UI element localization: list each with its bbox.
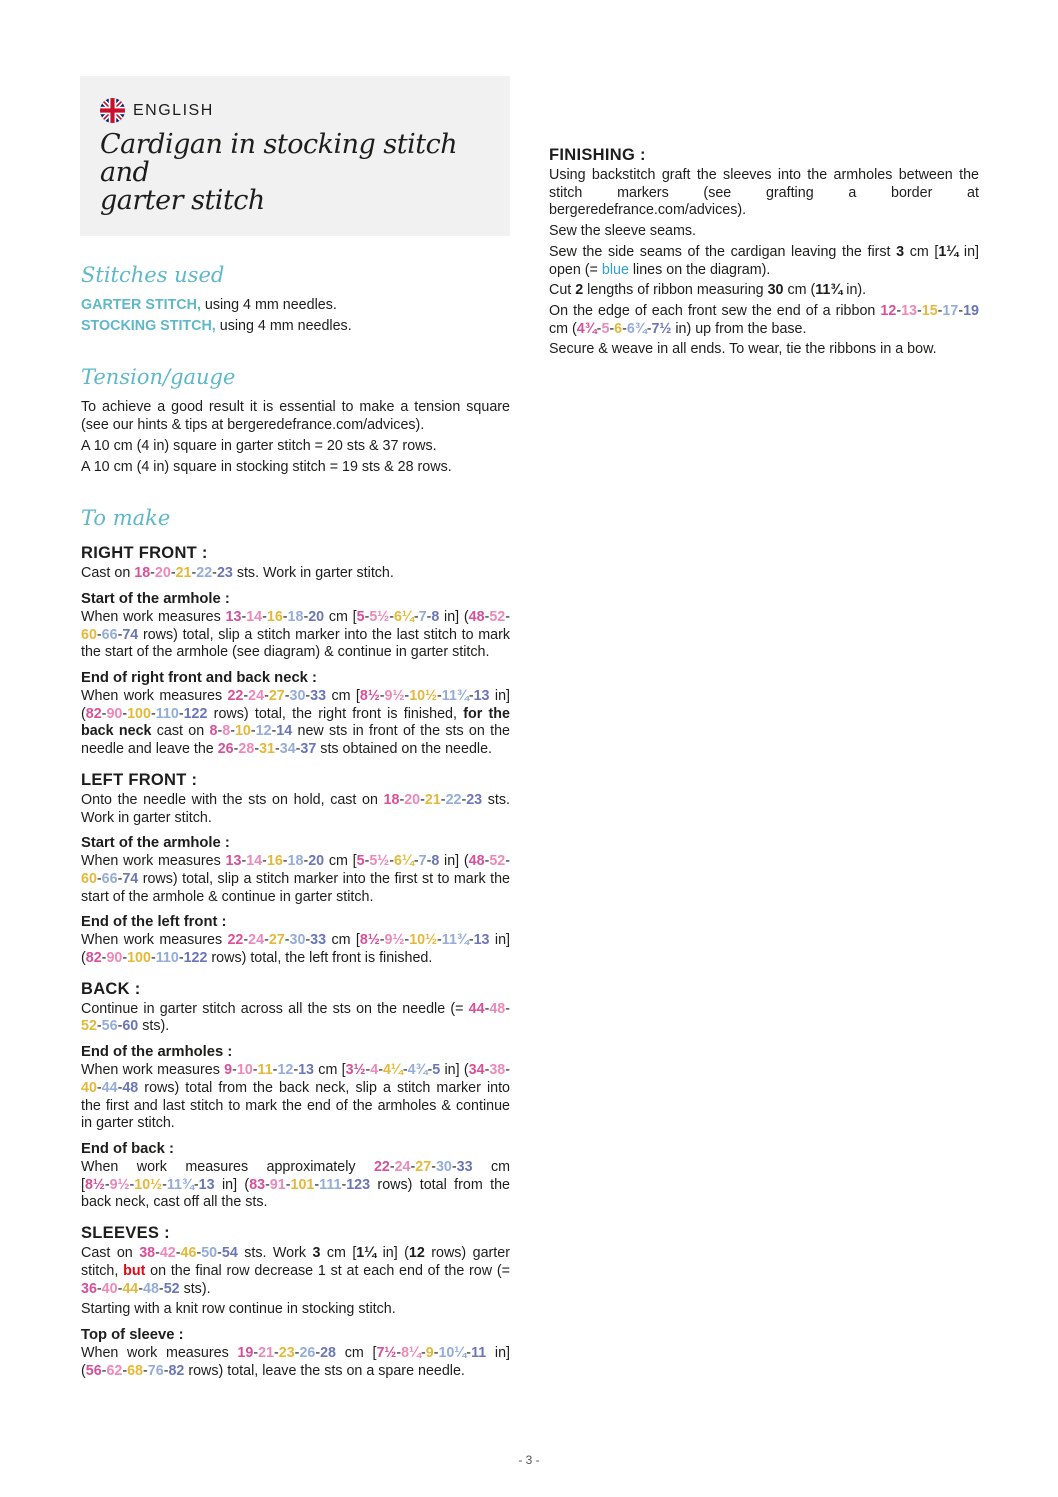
size-value: 62 bbox=[106, 1362, 123, 1379]
size-value: 122 bbox=[183, 705, 208, 722]
sleeve-top-text: When work measures 19-21-23-26-28 cm [7½-8¼-9-10¼-11 in] (56-62-68-76-82 rows) total, leave the sts on a spare needle. bbox=[81, 1344, 510, 1379]
left-front-armhole-heading: Start of the armhole : bbox=[81, 835, 230, 852]
size-value: 36 bbox=[81, 1280, 97, 1297]
size-value: 90 bbox=[106, 950, 123, 967]
tension-paragraph: To achieve a good result it is essential to make a tension square (see our hints & tips at bergeredefrance.com/advices). bbox=[81, 399, 510, 434]
size-sequence: 22-24-27-30-33 bbox=[373, 1158, 473, 1175]
size-value: 122 bbox=[183, 950, 208, 967]
size-value: 9 bbox=[224, 1062, 233, 1079]
size-value: 30 bbox=[435, 1158, 452, 1175]
finishing-ribbon-cut: Cut 2 lengths of ribbon measuring 30 cm (11¾ in). bbox=[549, 282, 867, 299]
size-value: 66 bbox=[101, 626, 118, 643]
size-value: 22 bbox=[196, 565, 213, 582]
size-sequence: 22-24-27-30-33 bbox=[227, 688, 327, 705]
size-value: 13 bbox=[298, 1062, 315, 1079]
finishing-graft: Using backstitch graft the sleeves into the armholes between the stitch markers (see grafting a border at bergeredefrance.com/advices). bbox=[549, 167, 979, 219]
size-value: 21 bbox=[424, 791, 441, 808]
back-heading: BACK : bbox=[81, 979, 141, 998]
size-sequence: 34-38-40-44-48 bbox=[81, 1062, 510, 1096]
size-value: 10 bbox=[234, 723, 251, 740]
size-value: 50 bbox=[201, 1245, 218, 1262]
size-value: 12 bbox=[277, 1062, 294, 1079]
size-value: 17 bbox=[942, 302, 959, 319]
size-value: 13 bbox=[473, 932, 490, 949]
language-text: ENGLISH bbox=[133, 101, 214, 119]
size-value: 82 bbox=[85, 705, 102, 722]
left-front-cast-on: Onto the needle with the sts on hold, cast on 18-20-21-22-23 sts. Work in garter stitch. bbox=[81, 791, 510, 826]
size-value: 90 bbox=[106, 705, 123, 722]
size-value: 8 bbox=[431, 608, 440, 625]
size-value: 6¼ bbox=[394, 608, 414, 625]
size-value: 8 bbox=[222, 723, 231, 740]
size-value: 31 bbox=[259, 741, 275, 758]
language-label bbox=[100, 98, 492, 123]
size-value: 34 bbox=[468, 1062, 485, 1079]
size-value: 19 bbox=[963, 302, 979, 319]
size-sequence: 82-90-100-110-122 bbox=[85, 705, 208, 722]
size-value: 24 bbox=[248, 932, 265, 949]
tension-garter: A 10 cm (4 in) square in garter stitch = 20 sts & 37 rows. bbox=[81, 437, 437, 454]
size-value: 40 bbox=[81, 1079, 97, 1096]
size-value: 8 bbox=[209, 723, 218, 740]
size-sequence: 8½-9½-10½-11¾-13 bbox=[359, 932, 490, 949]
right-front-end-heading: End of right front and back neck : bbox=[81, 670, 317, 687]
size-value: 20 bbox=[154, 565, 171, 582]
size-value: 123 bbox=[346, 1176, 371, 1193]
size-value: 3½ bbox=[345, 1062, 366, 1079]
size-sequence: 8-8-10-12-14 bbox=[209, 723, 293, 740]
size-value: 76 bbox=[147, 1362, 164, 1379]
size-value: 44 bbox=[468, 1000, 485, 1017]
stitches-heading: Stitches used bbox=[81, 263, 225, 287]
size-value: 5½ bbox=[369, 608, 390, 625]
size-value: 110 bbox=[155, 950, 179, 967]
size-value: 30 bbox=[289, 932, 306, 949]
back-end-text: When work measures approximately 22-24-27-30-33 cm [8½-9½-10½-11¾-13 in] (83-91-101-111-123 rows) total from the back neck, cast off all the sts. bbox=[81, 1158, 510, 1211]
size-value: 52 bbox=[489, 608, 506, 625]
size-value: 22 bbox=[227, 688, 244, 705]
size-value: 6 bbox=[614, 320, 623, 337]
right-front-heading: RIGHT FRONT : bbox=[81, 544, 208, 563]
tension-stocking: A 10 cm (4 in) square in stocking stitch = 19 sts & 28 rows. bbox=[81, 458, 452, 475]
size-sequence: 8½-9½-10½-11¾-13 bbox=[84, 1176, 215, 1193]
size-value: 48 bbox=[468, 608, 485, 625]
finishing-ribbon-sew: On the edge of each front sew the end of a ribbon 12-13-15-17-19 cm (4¾-5-6-6¾-7½ in) up from the base. bbox=[549, 302, 979, 337]
size-value: 10½ bbox=[134, 1176, 163, 1193]
right-column bbox=[549, 146, 979, 359]
size-value: 20 bbox=[308, 608, 325, 625]
size-value: 9½ bbox=[109, 1176, 130, 1193]
size-value: 56 bbox=[101, 1018, 118, 1035]
title-box bbox=[80, 76, 510, 236]
size-sequence: 13-14-16-18-20 bbox=[225, 853, 325, 870]
size-value: 20 bbox=[404, 791, 421, 808]
size-value: 100 bbox=[127, 950, 151, 967]
size-sequence: 48-52-60-66-74 bbox=[81, 608, 510, 643]
sleeve-top-heading: Top of sleeve : bbox=[81, 1326, 184, 1343]
size-value: 52 bbox=[81, 1018, 97, 1035]
size-value: 9½ bbox=[384, 688, 405, 705]
size-value: 19 bbox=[237, 1344, 254, 1361]
size-value: 48 bbox=[143, 1280, 159, 1297]
size-sequence: 36-40-44-48-52 bbox=[81, 1280, 180, 1297]
size-value: 74 bbox=[122, 626, 139, 643]
size-value: 7 bbox=[418, 853, 427, 870]
size-value: 18 bbox=[287, 608, 304, 625]
size-sequence: 38-42-46-50-54 bbox=[139, 1245, 238, 1262]
size-sequence: 19-21-23-26-28 bbox=[237, 1344, 337, 1361]
size-sequence: 4¾-5-6-6¾-7½ bbox=[576, 320, 672, 337]
size-value: 8¼ bbox=[401, 1344, 421, 1361]
size-value: 10½ bbox=[409, 932, 438, 949]
size-value: 34 bbox=[279, 741, 296, 758]
size-value: 13 bbox=[225, 608, 242, 625]
size-sequence: 56-62-68-76-82 bbox=[85, 1362, 185, 1379]
back-armholes-text: When work measures 9-10-11-12-13 cm [3½-4-4¼-4¾-5 in] (34-38-40-44-48 rows) total from the back neck, slip a stitch marker into the first and last stitch to mark the end of the armholes & continue in garter stitch. bbox=[81, 1062, 510, 1132]
size-value: 37 bbox=[300, 741, 317, 758]
size-value: 27 bbox=[268, 932, 285, 949]
size-value: 13 bbox=[473, 688, 490, 705]
title-line-1: Cardigan in stocking stitch and bbox=[100, 129, 458, 188]
size-value: 44 bbox=[101, 1079, 118, 1096]
size-sequence: 12-13-15-17-19 bbox=[880, 302, 979, 319]
size-value: 13 bbox=[225, 853, 242, 870]
size-value: 33 bbox=[456, 1158, 473, 1175]
right-front-armhole-text: When work measures 13-14-16-18-20 cm [5-5½-6¼-7-8 in] (48-52-60-66-74 rows) total, slip a stitch marker into the last stitch to mark the start of the armhole (see diagram) & continue in garter stitch. bbox=[81, 608, 510, 661]
size-value: 23 bbox=[278, 1344, 295, 1361]
size-value: 26 bbox=[299, 1344, 316, 1361]
size-value: 11¾ bbox=[441, 688, 469, 705]
size-value: 8½ bbox=[359, 932, 380, 949]
size-value: 7 bbox=[418, 608, 427, 625]
size-sequence: 5-5½-6¼-7-8 bbox=[356, 608, 440, 625]
size-value: 38 bbox=[489, 1062, 506, 1079]
size-value: 48 bbox=[122, 1079, 139, 1096]
size-value: 54 bbox=[221, 1245, 238, 1262]
size-sequence: 9-10-11-12-13 bbox=[224, 1062, 315, 1079]
size-value: 16 bbox=[266, 853, 283, 870]
left-front-end-heading: End of the left front : bbox=[81, 914, 227, 931]
size-sequence: 44-48-52-56-60 bbox=[81, 1000, 510, 1035]
size-sequence: 18-20-21-22-23 bbox=[134, 565, 233, 582]
size-value: 7½ bbox=[376, 1344, 397, 1361]
size-value: 15 bbox=[921, 302, 938, 319]
size-value: 20 bbox=[308, 853, 325, 870]
size-value: 12 bbox=[880, 302, 897, 319]
size-value: 24 bbox=[248, 688, 265, 705]
size-value: 5 bbox=[601, 320, 610, 337]
size-value: 22 bbox=[373, 1158, 390, 1175]
finishing-sleeve-seams: Sew the sleeve seams. bbox=[549, 223, 697, 240]
size-value: 5 bbox=[432, 1062, 441, 1079]
size-value: 27 bbox=[268, 688, 285, 705]
size-value: 8 bbox=[431, 853, 440, 870]
size-value: 23 bbox=[466, 791, 483, 808]
size-value: 18 bbox=[383, 791, 400, 808]
size-value: 5½ bbox=[369, 853, 390, 870]
size-value: 10½ bbox=[409, 688, 438, 705]
size-value: 26 bbox=[217, 741, 234, 758]
size-value: 5 bbox=[356, 608, 365, 625]
size-value: 21 bbox=[175, 565, 192, 582]
size-value: 11¾ bbox=[441, 932, 469, 949]
size-value: 4¾ bbox=[576, 320, 597, 337]
size-value: 74 bbox=[122, 870, 139, 887]
size-value: 52 bbox=[489, 853, 506, 870]
size-value: 91 bbox=[269, 1176, 286, 1193]
right-front-end-text: When work measures 22-24-27-30-33 cm [8½-9½-10½-11¾-13 in] (82-90-100-110-122 rows) total, the right front is finished, for the back neck cast on 8-8-10-12-14 new sts in front of the sts on the needle and leave the 26-28-31-34-37 sts obtained on the needle. bbox=[81, 688, 510, 758]
size-value: 6¼ bbox=[394, 853, 414, 870]
size-value: 22 bbox=[445, 791, 462, 808]
uk-flag-icon bbox=[100, 98, 125, 123]
size-value: 111 bbox=[319, 1176, 342, 1193]
size-value: 23 bbox=[216, 565, 233, 582]
to-make-heading: To make bbox=[81, 506, 171, 531]
size-value: 100 bbox=[127, 705, 151, 722]
size-value: 14 bbox=[276, 723, 293, 740]
size-value: 66 bbox=[101, 870, 118, 887]
size-value: 18 bbox=[287, 853, 304, 870]
page-number: - 3 - bbox=[518, 1453, 540, 1467]
size-value: 10¼ bbox=[438, 1344, 467, 1361]
size-value: 48 bbox=[468, 853, 485, 870]
size-sequence: 18-20-21-22-23 bbox=[383, 791, 483, 808]
finishing-side-seams: Sew the side seams of the cardigan leaving the first 3 cm [1¼ in] open (= blue lines on the diagram). bbox=[549, 243, 979, 278]
left-front-heading: LEFT FRONT : bbox=[81, 770, 198, 789]
size-value: 4¼ bbox=[382, 1062, 403, 1079]
size-sequence: 26-28-31-34-37 bbox=[217, 741, 317, 758]
size-value: 16 bbox=[266, 608, 283, 625]
size-value: 14 bbox=[246, 853, 263, 870]
size-sequence: 22-24-27-30-33 bbox=[227, 932, 327, 949]
size-value: 101 bbox=[290, 1176, 315, 1193]
sleeves-heading: SLEEVES : bbox=[81, 1224, 170, 1243]
size-value: 30 bbox=[289, 688, 306, 705]
back-armholes-heading: End of the armholes : bbox=[81, 1044, 233, 1061]
size-value: 33 bbox=[310, 688, 327, 705]
size-value: 82 bbox=[85, 950, 102, 967]
finishing-weave: Secure & weave in all ends. To wear, tie the ribbons in a bow. bbox=[549, 341, 937, 358]
size-value: 60 bbox=[81, 626, 97, 643]
size-value: 13 bbox=[901, 302, 917, 319]
right-front-cast-on: Cast on 18-20-21-22-23 sts. Work in garter stitch. bbox=[81, 565, 394, 582]
tension-heading: Tension/gauge bbox=[81, 365, 236, 390]
size-sequence: 82-90-100-110-122 bbox=[85, 950, 208, 967]
size-sequence: 5-5½-6¼-7-8 bbox=[356, 853, 440, 870]
size-value: 83 bbox=[249, 1176, 266, 1193]
size-value: 9 bbox=[425, 1344, 434, 1361]
right-front-armhole-heading: Start of the armhole : bbox=[81, 590, 230, 607]
garter-stitch-line: GARTER STITCH, using 4 mm needles. bbox=[81, 297, 337, 313]
size-sequence: 83-91-101-111-123 bbox=[249, 1176, 371, 1193]
size-value: 14 bbox=[246, 608, 263, 625]
size-value: 82 bbox=[168, 1362, 185, 1379]
size-value: 48 bbox=[489, 1000, 506, 1017]
size-value: 22 bbox=[227, 932, 244, 949]
size-sequence: 48-52-60-66-74 bbox=[81, 853, 510, 887]
size-value: 52 bbox=[163, 1280, 180, 1297]
size-value: 5 bbox=[356, 853, 365, 870]
size-value: 68 bbox=[127, 1362, 144, 1379]
size-sequence: 3½-4-4¼-4¾-5 bbox=[345, 1062, 441, 1079]
size-value: 12 bbox=[255, 723, 272, 740]
size-value: 10 bbox=[236, 1062, 253, 1079]
size-value: 4 bbox=[370, 1062, 379, 1079]
size-value: 110 bbox=[155, 705, 179, 722]
size-value: 56 bbox=[85, 1362, 102, 1379]
back-text: Continue in garter stitch across all the sts on the needle (= 44-48-52-56-60 sts). bbox=[81, 1000, 510, 1035]
finishing-heading: FINISHING : bbox=[549, 146, 646, 164]
size-value: 6¾ bbox=[626, 320, 647, 337]
sleeves-stocking-text: Starting with a knit row continue in stocking stitch. bbox=[81, 1301, 396, 1318]
size-value: 11¾ bbox=[166, 1176, 194, 1193]
size-value: 28 bbox=[320, 1344, 337, 1361]
size-value: 60 bbox=[81, 870, 97, 887]
left-front-end-text: When work measures 22-24-27-30-33 cm [8½-9½-10½-11¾-13 in] (82-90-100-110-122 rows) total, the left front is finished. bbox=[81, 932, 510, 967]
size-value: 28 bbox=[238, 741, 255, 758]
size-sequence: 7½-8¼-9-10¼-11 bbox=[376, 1344, 487, 1361]
left-column bbox=[81, 76, 510, 1380]
size-sequence: 13-14-16-18-20 bbox=[225, 608, 325, 625]
size-value: 38 bbox=[139, 1245, 156, 1262]
size-value: 46 bbox=[180, 1245, 197, 1262]
size-value: 44 bbox=[122, 1280, 139, 1297]
size-value: 18 bbox=[134, 565, 151, 582]
size-value: 9½ bbox=[384, 932, 405, 949]
size-value: 40 bbox=[101, 1280, 118, 1297]
size-value: 4¾ bbox=[407, 1062, 428, 1079]
size-value: 7½ bbox=[651, 320, 672, 337]
page-title bbox=[100, 131, 492, 215]
back-end-heading: End of back : bbox=[81, 1140, 174, 1157]
size-value: 27 bbox=[415, 1158, 432, 1175]
size-value: 11 bbox=[471, 1344, 487, 1361]
size-sequence: 8½-9½-10½-11¾-13 bbox=[359, 688, 490, 705]
size-value: 11 bbox=[257, 1062, 273, 1079]
title-line-2: garter stitch bbox=[100, 185, 265, 216]
sleeves-text: Cast on 38-42-46-50-54 sts. Work 3 cm [1¼ in] (12 rows) garter stitch, but on the final row decrease 1 st at each end of the row (= 36-40-44-48-52 sts). bbox=[81, 1245, 510, 1297]
size-value: 8½ bbox=[359, 688, 380, 705]
size-value: 21 bbox=[258, 1344, 274, 1361]
stocking-stitch-line: STOCKING STITCH, using 4 mm needles. bbox=[81, 317, 352, 334]
size-value: 60 bbox=[122, 1018, 139, 1035]
size-value: 42 bbox=[159, 1245, 176, 1262]
size-value: 33 bbox=[310, 932, 327, 949]
size-value: 24 bbox=[394, 1158, 411, 1175]
size-value: 8½ bbox=[84, 1176, 105, 1193]
size-value: 13 bbox=[198, 1176, 215, 1193]
left-front-armhole-text: When work measures 13-14-16-18-20 cm [5-5½-6¼-7-8 in] (48-52-60-66-74 rows) total, slip a stitch marker into the first st to mark the start of the armhole & continue in garter stitch. bbox=[81, 853, 510, 905]
